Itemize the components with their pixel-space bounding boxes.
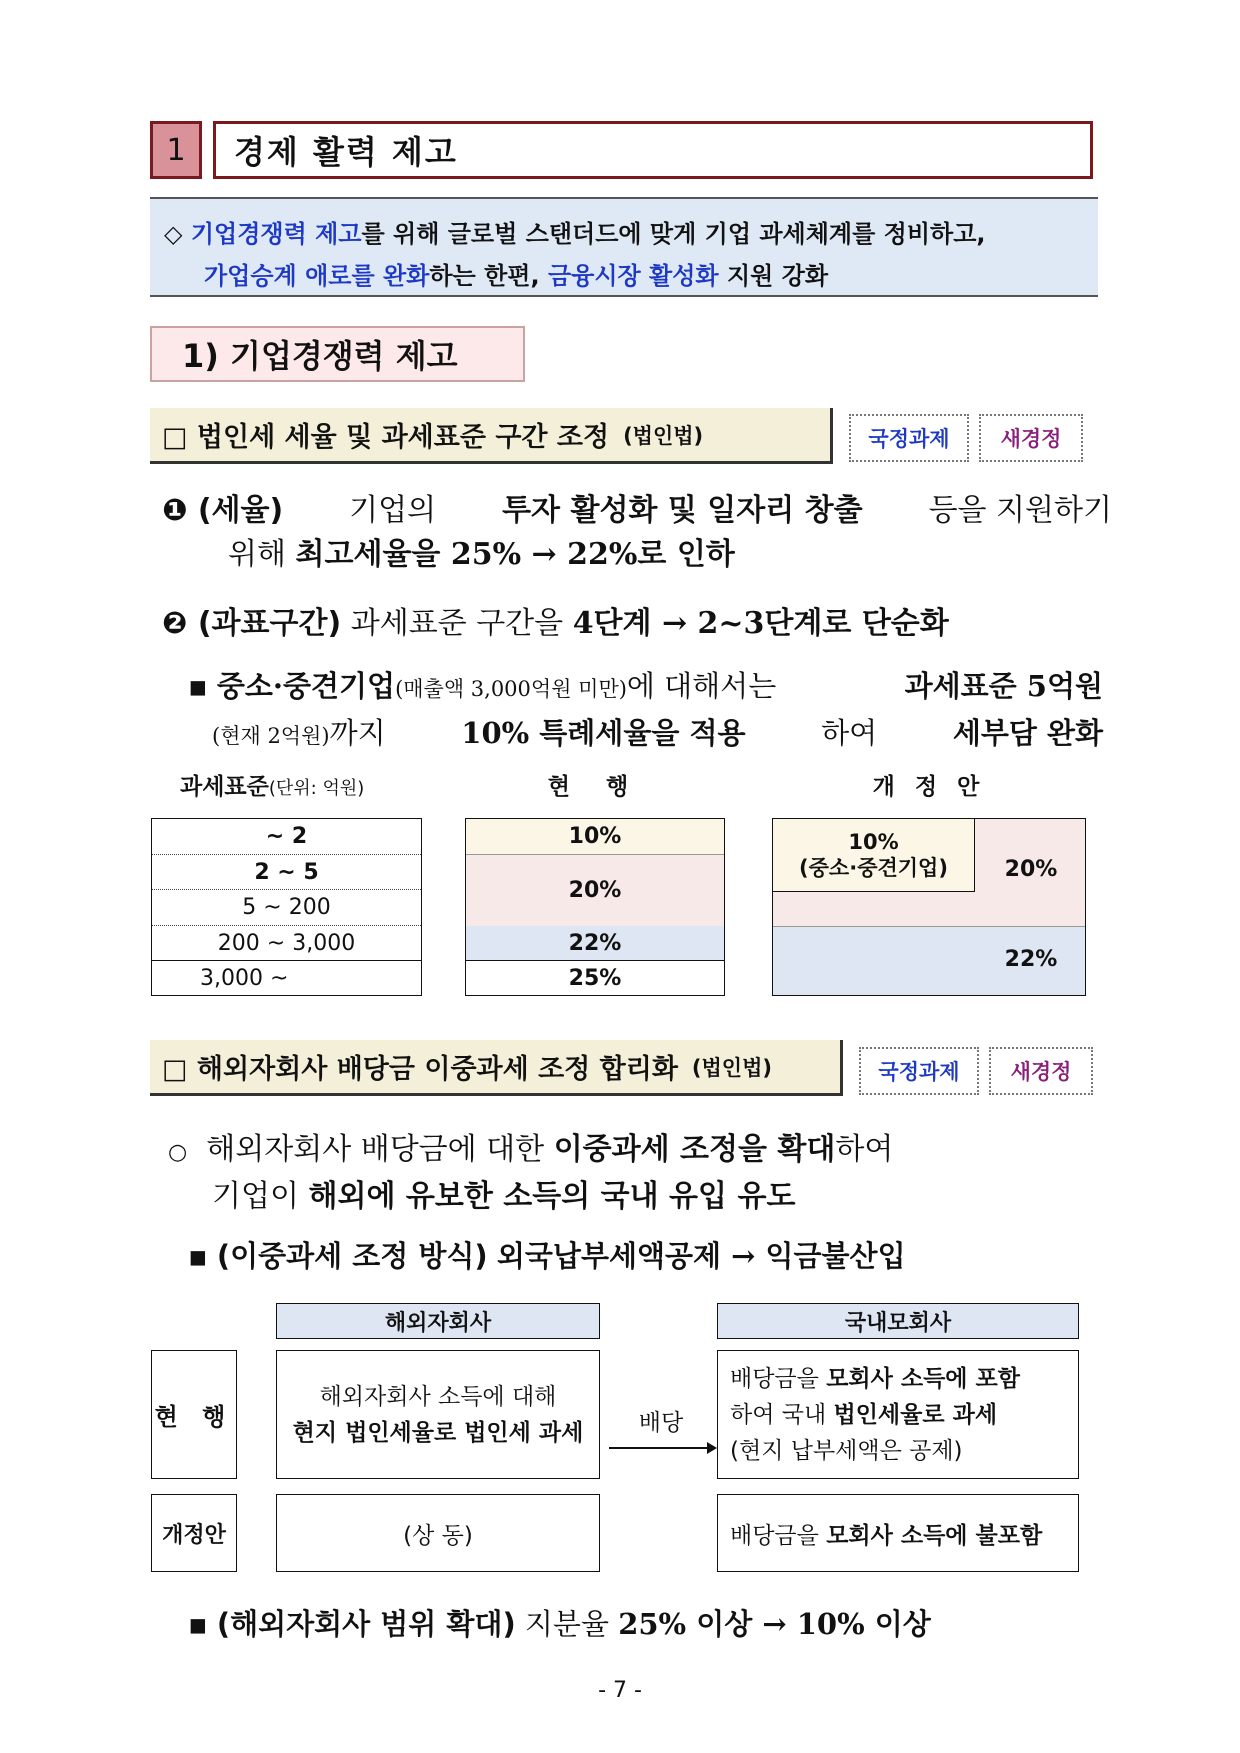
bracket-row: 200 ~ 3,000 xyxy=(152,926,421,961)
tag-national-task: 국정과제 xyxy=(849,414,969,462)
bracket-table xyxy=(151,818,422,996)
bracket-row: 3,000 ~ xyxy=(200,966,289,991)
rate-cell-20: 20% xyxy=(466,855,724,926)
bracket-row: ~ 2 xyxy=(152,819,421,855)
flow-row-current: 현 행 xyxy=(151,1350,237,1479)
sub-bullet-scope: ▪ (해외자회사 범위 확대) 지분율 25% 이상 → 10% 이상 xyxy=(188,1607,931,1641)
item-title-corporate-tax: □ 법인세 세율 및 과세표준 구간 조정 (법인법) xyxy=(150,408,833,464)
sub-bullet-sme: ▪ 중소·중견기업(매출액 3,000억원 미만)에 대해서는 과세표준 5억원 (현재 2억원)까지 10% 특례세율을 적용 하여 세부담 완화 xyxy=(188,669,1103,750)
revised-sme-cell: 10% (중소·중견기업) xyxy=(773,819,975,892)
flow-current-left: 해외자회사 소득에 대해 현지 법인세율로 법인세 과세 xyxy=(276,1350,600,1479)
paragraph-tax-rate: ❶ (세율) 기업의 투자 활성화 및 일자리 창출 등을 지원하기 위해 최고세율을 25% → 22%로 인하 xyxy=(162,493,1112,572)
revised-rate-20: 20% xyxy=(1004,857,1058,882)
summary-line-2: 가업승계 애로를 완화하는 한편, 금융시장 활성화 지원 강화 xyxy=(204,262,829,290)
table-header-current: 현 행 xyxy=(547,774,643,800)
rate-cell-10: 10% xyxy=(466,819,724,855)
subsection-title: 1) 기업경쟁력 제고 xyxy=(150,326,525,382)
tag-new-economic-policy: 새경정 xyxy=(979,414,1083,462)
diamond-bullet-icon: ◇ xyxy=(164,220,183,248)
paragraph-tax-brackets: ❷ (과표구간) 과세표준 구간을 4단계 → 2~3단계로 단순화 xyxy=(162,606,949,641)
item-title-dividend: □ 해외자회사 배당금 이중과세 조정 합리화 (법인법) xyxy=(150,1040,843,1096)
bracket-row: 2 ~ 5 xyxy=(152,855,421,890)
flow-head-domestic-parent: 국내모회사 xyxy=(717,1303,1079,1339)
revised-rate-22: 22% xyxy=(1004,947,1058,972)
flow-revised-right: 배당금을 모회사 소득에 불포함 xyxy=(717,1494,1079,1572)
rate-cell-22: 22% xyxy=(466,926,724,961)
sub-bullet-method: ▪ (이중과세 조정 방식) 외국납부세액공제 → 익금불산입 xyxy=(188,1239,906,1273)
bracket-row: 5 ~ 200 xyxy=(152,890,421,926)
section-number: 1 xyxy=(150,121,202,179)
current-rate-table xyxy=(465,818,725,996)
flow-arrow-icon xyxy=(607,1440,717,1456)
flow-head-foreign-subsidiary: 해외자회사 xyxy=(276,1303,600,1339)
summary-line-1: ◇ 기업경쟁력 제고를 위해 글로벌 스탠더드에 맞게 기업 과세체계를 정비하고, xyxy=(164,220,986,248)
page-number: - 7 - xyxy=(598,1678,642,1703)
revised-rate-table xyxy=(772,818,1086,996)
table-header-base: 과세표준(단위: 억원) xyxy=(180,774,365,800)
flow-revised-left: (상 동) xyxy=(276,1494,600,1572)
tag-national-task: 국정과제 xyxy=(859,1047,979,1095)
tag-new-economic-policy: 새경정 xyxy=(989,1047,1093,1095)
table-header-revised: 개 정 안 xyxy=(872,774,986,800)
rate-cell-25: 25% xyxy=(568,966,622,991)
flow-arrow-label: 배당 xyxy=(638,1410,684,1436)
flow-row-revised: 개정안 xyxy=(151,1494,237,1572)
summary-box xyxy=(150,197,1098,297)
flow-current-right: 배당금을 모회사 소득에 포함 하여 국내 법인세율로 과세 (현지 납부세액은 공제) xyxy=(717,1350,1079,1479)
section-title: 경제 활력 제고 xyxy=(213,121,1093,179)
paragraph-double-taxation: ○ 해외자회사 배당금에 대한 이중과세 조정을 확대하여 기업이 해외에 유보한 소득의 국내 유입 유도 xyxy=(168,1132,894,1214)
